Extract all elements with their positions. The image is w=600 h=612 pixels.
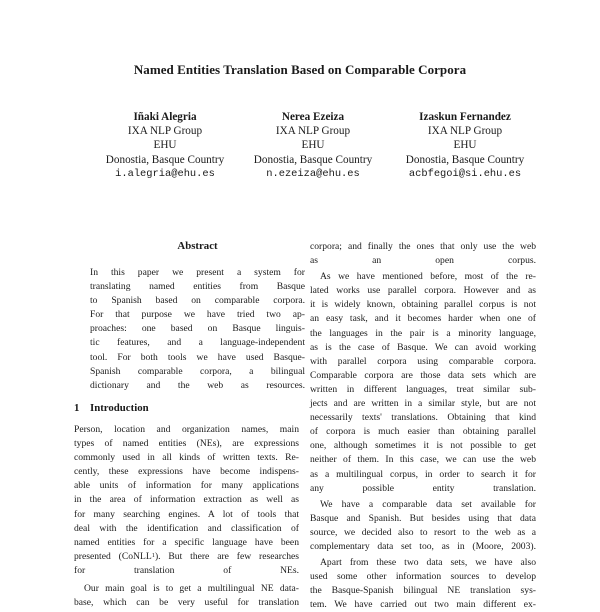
body-line: corpora; and finally the ones that only use the web xyxy=(310,241,536,252)
paper-title: Named Entities Translation Based on Comparable Corpora xyxy=(133,62,467,77)
body-line: Apart from these two data sets, we have also xyxy=(320,557,536,569)
author-2 xyxy=(238,110,388,181)
abstract-heading: Abstract xyxy=(177,240,218,252)
author-institution: EHU xyxy=(301,139,325,152)
author-institution: EHU xyxy=(153,139,177,152)
body-line: as a multilingual corpus, in order to search it for xyxy=(310,468,536,480)
body-line: any possible entity translation. xyxy=(310,482,536,494)
body-line: necessarily texts' translations. Obtaining that kind xyxy=(310,412,536,424)
body-line: as is the case of Basque. We can avoid working xyxy=(310,341,536,353)
author-location: Donostia, Basque Country xyxy=(253,153,373,166)
author-institution: EHU xyxy=(453,139,477,152)
abstract-line: proaches: one based on Basque linguis- xyxy=(90,323,305,335)
right-column xyxy=(310,240,536,612)
abstract-line: dictionary and the web as resources. xyxy=(90,379,305,391)
body-line: written in different languages, treat similar sub- xyxy=(310,383,536,395)
body-line: the languages in the pair is a minority language, xyxy=(310,327,536,339)
author-name: Izaskun Fernandez xyxy=(419,111,511,123)
section-heading-introduction xyxy=(74,402,149,414)
body-line: able units of information for many applications xyxy=(74,480,299,492)
body-line: for many searching engines. A lot of tools that xyxy=(74,508,299,520)
body-line: for translation of NEs. xyxy=(74,564,299,576)
body-line: As we have mentioned before, most of the re- xyxy=(320,271,536,283)
body-line: Our main goal is to get a multilingual NE data- xyxy=(84,583,299,595)
body-line: tem. We have carried out two main different ex- xyxy=(310,599,536,611)
body-line: jects and are written in a similar style, but are not xyxy=(310,398,536,410)
abstract-line: Spanish comparable corpora, a bilingual xyxy=(90,365,305,377)
abstract-line: translating named entities from Basque xyxy=(90,281,305,293)
abstract-line: to Spanish based on comparable corpora. xyxy=(90,295,305,307)
body-line: Comparable corpora are those data sets which are xyxy=(310,369,536,381)
section-number: 1 xyxy=(74,402,80,414)
author-location: Donostia, Basque Country xyxy=(105,153,225,166)
conll-suffix: ). But there are few researches xyxy=(154,550,299,562)
body-line: commonly used in all kinds of written texts. Re- xyxy=(74,452,299,464)
body-line: cently, these expressions have become indispens- xyxy=(74,466,299,478)
author-email: i.alegria@ehu.es xyxy=(115,167,215,180)
body-line: deal with the identification and classification of xyxy=(74,522,299,534)
section-title: Introduction xyxy=(90,402,149,414)
author-3 xyxy=(390,110,540,181)
body-line: We have a comparable data set available for xyxy=(320,498,536,510)
body-line: neither of them. In this case, we can use the web xyxy=(310,454,536,466)
author-name: Iñaki Alegria xyxy=(133,111,197,123)
author-name: Nerea Ezeiza xyxy=(281,111,345,123)
introduction-body xyxy=(74,423,299,610)
abstract-line: tic features, and a language-independent xyxy=(90,337,305,349)
body-line: lated works use parallel corpora. However and as xyxy=(310,285,536,297)
body-line: complementary data set too, as in (Moore, 2003). xyxy=(310,540,536,552)
abstract-line: For that purpose we have tried two ap- xyxy=(90,309,305,321)
body-line: Person, location and organization names, main xyxy=(74,424,299,435)
author-email: acbfegoi@si.ehu.es xyxy=(408,167,522,180)
body-line: types of named entities (NEs), are expressions xyxy=(74,438,299,450)
body-line: source, we decided also to resort to the web as a xyxy=(310,526,536,538)
author-email: n.ezeiza@ehu.es xyxy=(266,167,360,180)
author-location: Donostia, Basque Country xyxy=(405,153,525,166)
body-line: an easy task, and it becomes harder when one of xyxy=(310,313,536,325)
body-line: named entities for a specific language have been xyxy=(74,536,299,548)
abstract-body xyxy=(90,266,305,393)
body-line: it is widely known, obtaining parallel corpus is not xyxy=(310,299,536,311)
author-affiliation: IXA NLP Group xyxy=(427,125,503,138)
author-1 xyxy=(90,110,240,181)
conll-text: presented (CoNLL xyxy=(74,550,152,562)
body-line: used some other information sources to develop xyxy=(310,571,536,583)
body-line: as an open corpus. xyxy=(310,255,536,267)
body-line: one, although sometimes it is not possible to get xyxy=(310,440,536,452)
footnote-marker: 1 xyxy=(151,551,155,559)
body-line: the Basque-Spanish bilingual NE translation sys- xyxy=(310,585,536,597)
body-line: base, which can be very useful for translation xyxy=(74,597,299,609)
author-affiliation: IXA NLP Group xyxy=(127,125,203,138)
abstract-line: In this paper we present a system for xyxy=(90,267,305,278)
body-line: Basque and Spanish. But besides using that data xyxy=(310,512,536,524)
abstract-line: tool. For both tools we have used Basque- xyxy=(90,351,305,363)
body-line: in the area of information extraction as well as xyxy=(74,494,299,506)
body-line: of corpora is much easier than obtaining parallel xyxy=(310,426,536,438)
body-line-with-footnote xyxy=(74,550,299,564)
author-affiliation: IXA NLP Group xyxy=(275,125,351,138)
body-line: with parallel corpora using comparable corpora. xyxy=(310,355,536,367)
